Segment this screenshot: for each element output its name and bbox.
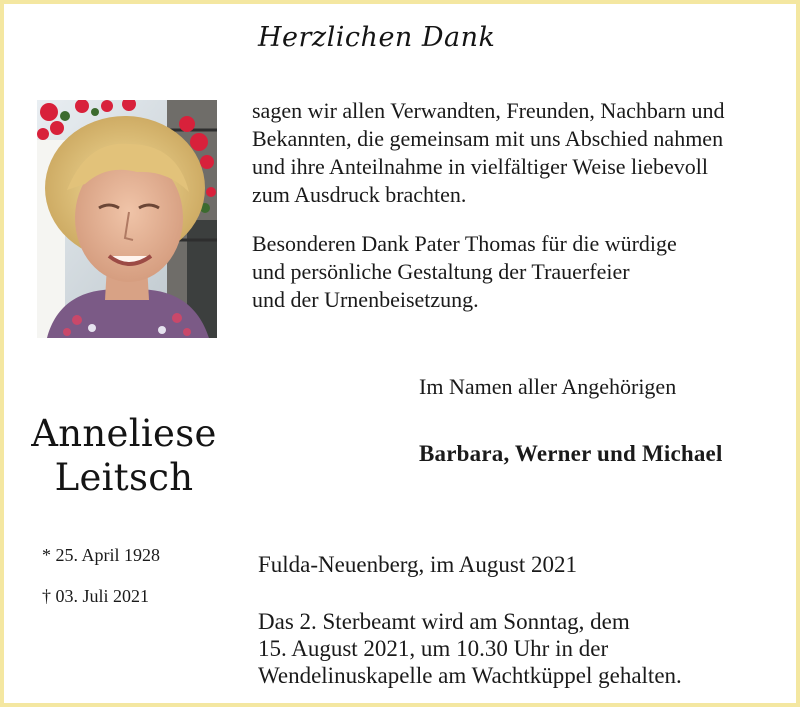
special-thanks-line: Besonderen Dank Pater Thomas für die würdige bbox=[252, 231, 677, 256]
special-thanks-line: und persönliche Gestaltung der Trauerfeier bbox=[252, 259, 630, 284]
thanks-line: und ihre Anteilnahme in vielfältiger Weise liebevoll bbox=[252, 154, 709, 179]
deceased-name bbox=[24, 412, 224, 500]
deceased-first-name: Anneliese bbox=[31, 412, 217, 455]
portrait-photo bbox=[37, 100, 217, 338]
thanks-line: Bekannten, die gemeinsam mit uns Abschied nahmen bbox=[252, 126, 724, 151]
service-notice bbox=[258, 608, 682, 689]
special-thanks-line: und der Urnenbeisetzung. bbox=[252, 287, 479, 312]
thanks-paragraph bbox=[252, 97, 724, 209]
signatories: Barbara, Werner und Michael bbox=[419, 441, 723, 466]
heading-herzlichen-dank: Herzlichen Dank bbox=[258, 22, 496, 53]
on-behalf-line: Im Namen aller Angehörigen bbox=[419, 374, 677, 399]
place-and-date: Fulda-Neuenberg, im August 2021 bbox=[258, 552, 577, 577]
deceased-last-name: Leitsch bbox=[54, 456, 194, 499]
death-date: † 03. Juli 2021 bbox=[42, 586, 150, 606]
thanks-line: sagen wir allen Verwandten, Freunden, Nachbarn und bbox=[252, 98, 725, 123]
service-line: Das 2. Sterbeamt wird am Sonntag, dem bbox=[258, 609, 630, 634]
thanks-line: zum Ausdruck brachten. bbox=[252, 182, 467, 207]
service-line: Wendelinuskapelle am Wachtküppel gehalten. bbox=[258, 663, 682, 688]
special-thanks-paragraph bbox=[252, 230, 677, 314]
birth-date: * 25. April 1928 bbox=[42, 545, 161, 565]
service-line: 15. August 2021, um 10.30 Uhr in der bbox=[258, 636, 609, 661]
